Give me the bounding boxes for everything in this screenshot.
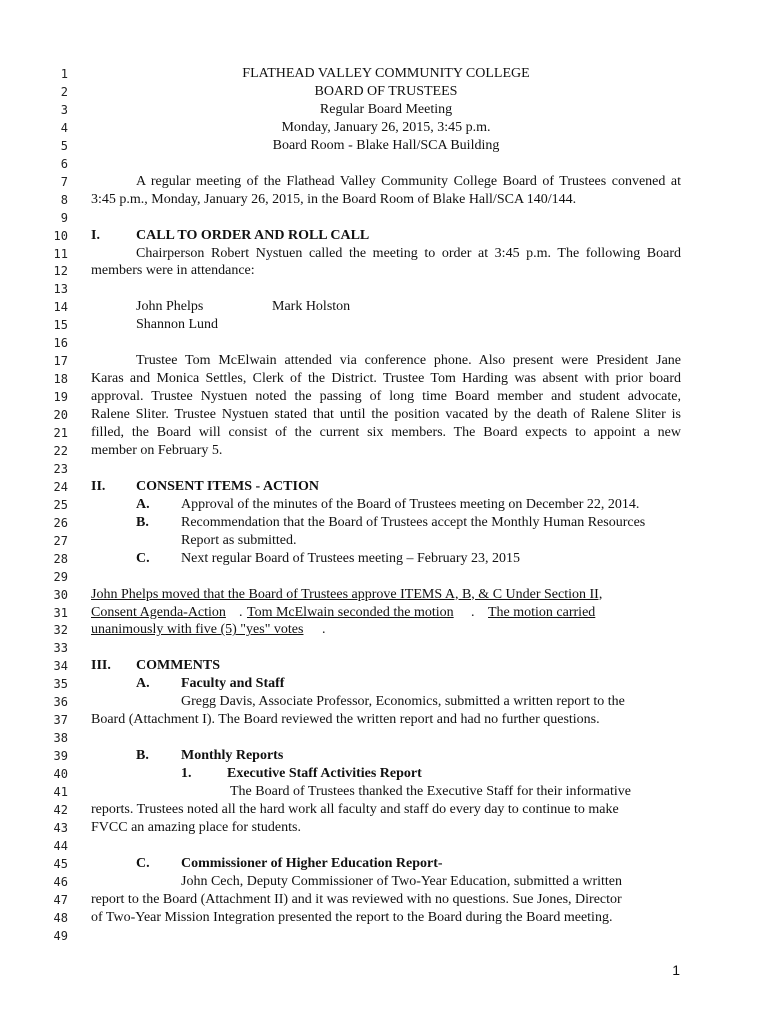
document-line — [0, 514, 770, 532]
document-line — [0, 837, 770, 855]
line-number: 20 — [53, 408, 68, 423]
line-number: 2 — [60, 84, 68, 99]
line-number: 29 — [53, 569, 68, 584]
line-text: approval. Trustee Nystuen noted the passing of long time Board member and student advocate, — [91, 389, 681, 405]
text-segment: unanimously with five (5) "yes" votes — [91, 622, 304, 638]
line-number: 36 — [53, 695, 68, 710]
line-number: 11 — [53, 246, 68, 261]
line-number: 26 — [53, 515, 68, 530]
line-number: 32 — [53, 623, 68, 638]
line-number: 21 — [53, 426, 68, 440]
text-segment: Monthly Reports — [181, 748, 284, 764]
document-line — [0, 460, 770, 478]
line-number: 35 — [53, 677, 68, 692]
line-number: 9 — [60, 210, 68, 225]
document-line — [0, 873, 770, 891]
line-number: 39 — [53, 749, 68, 764]
document-line — [0, 586, 770, 604]
text-segment: B. — [136, 514, 149, 530]
line-number: 33 — [53, 641, 68, 656]
header-line: Board Room - Blake Hall/SCA Building — [272, 137, 500, 153]
document-line — [0, 137, 770, 155]
text-segment: CONSENT ITEMS - ACTION — [136, 478, 319, 494]
line-text: report to the Board (Attachment II) and it was reviewed with no questions. Sue Jones, Director — [91, 891, 622, 907]
line-number: 17 — [53, 354, 68, 369]
line-number: 12 — [53, 264, 68, 279]
document-line — [0, 532, 770, 550]
text-segment: Tom McElwain seconded the motion — [247, 604, 454, 620]
line-number: 6 — [60, 156, 68, 171]
document-line — [0, 316, 770, 334]
line-number: 30 — [53, 587, 68, 602]
document-line — [0, 478, 770, 496]
text-segment: 1. — [181, 766, 192, 782]
text-segment: John Cech, Deputy Commissioner of Two-Year Education, submitted a written — [181, 873, 622, 889]
line-text: filled, the Board will consist of the current six members. The Board expects to appoint a new — [91, 425, 681, 440]
line-number: 3 — [60, 102, 68, 117]
text-segment: Gregg Davis, Associate Professor, Economics, submitted a written report to the — [181, 694, 625, 710]
document-line — [0, 227, 770, 245]
line-number: 47 — [53, 892, 68, 907]
text-segment: Consent Agenda-Action — [91, 604, 226, 620]
header-line: Regular Board Meeting — [319, 101, 453, 117]
line-text: Ralene Sliter. Trustee Nystuen stated that until the position vacated by the death of Ralene Sliter is — [91, 407, 681, 423]
document-line — [0, 65, 770, 83]
text-segment: Report as submitted. — [181, 532, 297, 548]
document-line — [0, 496, 770, 514]
line-number: 8 — [60, 192, 68, 207]
line-text: Board (Attachment I). The Board reviewed the written report and had no further questions. — [91, 712, 600, 728]
line-text: Trustee Tom McElwain attended via conference phone. Also present were President Jane — [136, 353, 681, 369]
document-line — [0, 621, 770, 639]
text-segment: A. — [136, 496, 150, 512]
document-line — [0, 891, 770, 909]
document-line — [0, 370, 770, 388]
text-segment: Recommendation that the Board of Trustees accept the Monthly Human Resources — [181, 514, 646, 530]
line-number: 45 — [53, 856, 68, 871]
line-text: Karas and Monica Settles, Clerk of the District. Trustee Tom Harding was absent with prior board — [91, 371, 681, 387]
text-segment: Executive Staff Activities Report — [227, 766, 422, 782]
text-segment: The Board of Trustees thanked the Executive Staff for their informative — [230, 784, 631, 799]
text-segment: CALL TO ORDER AND ROLL CALL — [136, 227, 370, 243]
line-number: 7 — [60, 174, 68, 189]
document-line — [0, 209, 770, 227]
line-number: 41 — [53, 785, 68, 799]
document-line — [0, 334, 770, 352]
line-text: reports. Trustees noted all the hard work all faculty and staff do every day to continue to make — [91, 801, 619, 817]
text-segment: II. — [91, 478, 106, 494]
document-line — [0, 783, 770, 801]
line-number: 34 — [53, 659, 68, 674]
line-number: 48 — [53, 910, 68, 925]
document-line — [0, 604, 770, 622]
text-segment: Commissioner of Higher Education Report- — [181, 855, 443, 871]
document-line — [0, 711, 770, 729]
document-line — [0, 119, 770, 137]
line-text: John Phelps moved that the Board of Trustees approve ITEMS A, B, & C Under Section II, — [91, 586, 603, 602]
text-segment: Approval of the minutes of the Board of Trustees meeting on December 22, 2014. — [181, 496, 640, 512]
text-segment: B. — [136, 748, 149, 764]
document-line — [0, 442, 770, 460]
header-line: BOARD OF TRUSTEES — [314, 83, 458, 99]
document-line — [0, 245, 770, 263]
line-number: 15 — [53, 318, 68, 333]
text-segment: . — [471, 604, 475, 620]
line-number: 46 — [53, 874, 68, 889]
text-segment: The motion carried — [488, 604, 596, 620]
text-segment: C. — [136, 855, 150, 871]
line-number: 5 — [60, 138, 68, 153]
line-number: 43 — [53, 820, 68, 835]
document-line — [0, 855, 770, 873]
line-number: 37 — [53, 713, 68, 728]
header-line: FLATHEAD VALLEY COMMUNITY COLLEGE — [242, 66, 530, 81]
line-text: of Two-Year Mission Integration presented the report to the Board during the Board meeting. — [91, 909, 613, 925]
text-segment: . — [239, 604, 243, 620]
text-segment: Faculty and Staff — [181, 676, 285, 692]
document-line — [0, 155, 770, 173]
line-text: members were in attendance: — [91, 263, 255, 279]
line-number: 23 — [53, 461, 68, 476]
document-line — [0, 927, 770, 945]
document-line — [0, 262, 770, 280]
line-number: 10 — [53, 228, 68, 243]
document-line — [0, 675, 770, 693]
document-line — [0, 550, 770, 568]
line-number: 4 — [60, 120, 68, 135]
document-line — [0, 747, 770, 765]
line-number: 18 — [53, 372, 68, 387]
document-line — [0, 83, 770, 101]
document-line — [0, 801, 770, 819]
line-number: 42 — [53, 802, 68, 817]
document-line — [0, 406, 770, 424]
document-line — [0, 280, 770, 298]
line-number: 13 — [53, 282, 68, 297]
line-number: 1 — [60, 67, 68, 81]
header-line: Monday, January 26, 2015, 3:45 p.m. — [281, 119, 491, 135]
line-text: Chairperson Robert Nystuen called the meeting to order at 3:45 p.m. The following Board — [136, 245, 681, 261]
line-number: 14 — [53, 300, 68, 315]
document-line — [0, 639, 770, 657]
document-line — [0, 819, 770, 837]
document-line — [0, 729, 770, 747]
line-number: 25 — [53, 497, 68, 512]
text-segment: COMMENTS — [136, 658, 220, 674]
document-line — [0, 352, 770, 370]
document-line — [0, 909, 770, 927]
line-number: 31 — [53, 605, 68, 620]
text-segment: John Phelps — [136, 299, 204, 315]
document-line — [0, 173, 770, 191]
line-text: 3:45 p.m., Monday, January 26, 2015, in the Board Room of Blake Hall/SCA 140/144. — [91, 191, 577, 207]
line-number: 16 — [53, 336, 68, 351]
document-line — [0, 101, 770, 119]
text-segment: Shannon Lund — [136, 317, 219, 333]
line-number: 38 — [53, 731, 68, 746]
text-segment: Next regular Board of Trustees meeting – February 23, 2015 — [181, 550, 521, 566]
line-text: FVCC an amazing place for students. — [91, 819, 301, 835]
line-number: 27 — [53, 533, 68, 548]
text-segment: A. — [136, 676, 150, 692]
text-segment: III. — [91, 658, 111, 674]
document-line — [0, 388, 770, 406]
line-number: 22 — [53, 443, 68, 458]
line-number: 28 — [53, 551, 68, 566]
line-number: 40 — [53, 767, 68, 782]
text-segment: C. — [136, 550, 150, 566]
document-line — [0, 568, 770, 586]
document-line — [0, 693, 770, 711]
document-line — [0, 657, 770, 675]
line-number: 24 — [53, 479, 68, 494]
line-text: A regular meeting of the Flathead Valley Community College Board of Trustees convened at — [136, 173, 681, 189]
line-number: 44 — [53, 838, 68, 853]
text-segment: I. — [91, 227, 100, 243]
text-segment: . — [322, 622, 326, 638]
page-number: 1 — [672, 962, 680, 978]
line-number: 49 — [53, 928, 68, 943]
line-number: 19 — [53, 390, 68, 405]
line-text: member on February 5. — [91, 442, 223, 458]
document-line — [0, 765, 770, 783]
text-segment: Mark Holston — [272, 299, 351, 315]
document-line — [0, 191, 770, 209]
document-line — [0, 298, 770, 316]
document-line — [0, 424, 770, 442]
